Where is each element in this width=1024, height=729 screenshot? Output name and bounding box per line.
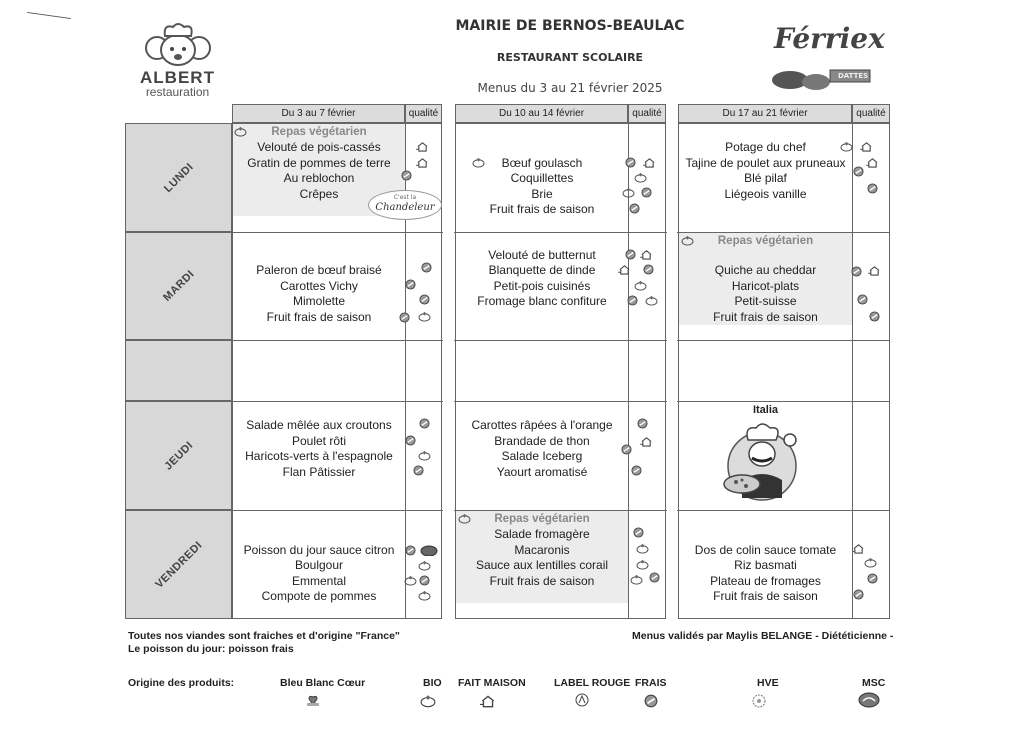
house-icon [416, 141, 429, 152]
w3-vendredi-dish-3: Plateau de fromages [710, 574, 821, 588]
w2-lundi-dish-4: Fruit frais de saison [489, 202, 595, 216]
msc-icon [858, 692, 880, 708]
frais-icon [632, 527, 645, 538]
footer-validated: Menus validés par Maylis BELANGE - Diététicienne - [632, 630, 894, 642]
frais-icon [420, 262, 433, 273]
frais-icon [624, 157, 637, 168]
veg-icon [681, 235, 694, 246]
w2-lundi-dish-3: Brie [531, 187, 553, 201]
house-icon [866, 157, 879, 168]
msc-icon [420, 545, 438, 556]
w3-lundi-dish-4: Liégeois vanille [724, 187, 807, 201]
w1-vendredi-dish-3: Emmental [291, 574, 347, 588]
bleu-blanc-coeur-icon [306, 694, 322, 708]
w3-vendredi-dish-1: Dos de colin sauce tomate [694, 543, 837, 557]
w2-jeudi-dish-2: Brandade de thon [494, 434, 590, 448]
w2-jeudi-dish-3: Salade Iceberg [501, 449, 583, 463]
gutter-2 [667, 200, 677, 620]
w1-jeudi-dish-1: Salade mêlée aux croutons [246, 418, 392, 432]
house-icon [480, 694, 496, 708]
house-icon [643, 157, 656, 168]
day-lundi [125, 123, 232, 232]
frais-icon [624, 249, 637, 260]
hve-icon [752, 694, 766, 708]
frais-icon [648, 572, 661, 583]
day-label-lundi: LUNDI [161, 160, 196, 195]
w3-vendredi-dish-2: Riz basmati [734, 558, 797, 572]
legend-bbc: Bleu Blanc Cœur [280, 677, 366, 689]
restaurant-title: RESTAURANT SCOLAIRE [496, 51, 644, 64]
mairie-title: MAIRIE DE BERNOS-BEAULAC [455, 18, 685, 34]
w1-vendredi-dish-1: Poisson du jour sauce citron [243, 543, 395, 557]
w1-lundi-dish-1: Velouté de pois-cassés [257, 140, 381, 154]
w2-mardi-dish-2: Blanquette de dinde [488, 263, 596, 277]
bear-chef-icon [143, 22, 213, 66]
row-sep-4 [232, 510, 890, 511]
frais-icon [636, 418, 649, 429]
frais-icon [868, 311, 881, 322]
w2-jeudi-dish-1: Carottes râpées à l'orange [471, 418, 613, 432]
house-icon [640, 436, 653, 447]
w3-lundi-dish-1: Potage du chef [725, 140, 806, 154]
bio-icon [630, 574, 643, 585]
week2-header: Du 10 au 14 février [455, 104, 628, 123]
bio-icon [404, 575, 417, 586]
bio-icon [636, 559, 649, 570]
legend-label-rouge: LABEL ROUGE [554, 677, 631, 689]
chandeleur-text: Chandeleur [375, 202, 435, 213]
w2-lundi-dish-2: Coquillettes [510, 171, 574, 185]
bio-icon [418, 311, 431, 322]
w2-vendredi-dish-1: Salade fromagère [494, 527, 590, 541]
w1-lundi-dish-4: Crêpes [299, 187, 339, 201]
w1-jeudi-dish-3: Haricots-verts à l'espagnole [245, 449, 393, 463]
bio-icon [420, 694, 436, 708]
day-label-vendredi: VENDREDI [152, 538, 205, 591]
chandeleur-small: C'est la [393, 194, 417, 201]
bio-icon [418, 560, 431, 571]
frais-icon [852, 589, 865, 600]
day-blank [125, 340, 232, 401]
w1-mardi-dish-4: Fruit frais de saison [266, 310, 372, 324]
w1-vendredi-dish-4: Compote de pommes [261, 589, 377, 603]
row-sep-1 [232, 232, 890, 233]
frais-icon [418, 294, 431, 305]
frais-icon [630, 465, 643, 476]
day-label-jeudi: JEUDI [161, 438, 196, 473]
frais-icon [398, 312, 411, 323]
bio-icon [645, 295, 658, 306]
bio-icon [634, 172, 647, 183]
week1-header: Du 3 au 7 février [232, 104, 405, 123]
label-rouge-icon [575, 693, 589, 707]
frais-icon [852, 166, 865, 177]
w2-vendredi-dish-3: Sauce aux lentilles corail [475, 558, 609, 572]
w3-mardi-dish-3: Petit-suisse [734, 294, 797, 308]
day-mardi [125, 232, 232, 340]
chandeleur-badge [368, 190, 442, 220]
bio-icon [472, 157, 485, 168]
w3-mardi-dish-1: Quiche au cheddar [714, 263, 817, 277]
frais-icon [404, 435, 417, 446]
frais-icon [628, 203, 641, 214]
frais-icon [626, 295, 639, 306]
albert-sub: restauration [145, 85, 210, 99]
w3-vendredi-dish-4: Fruit frais de saison [713, 589, 818, 603]
week3-header: Du 17 au 21 février [678, 104, 852, 123]
row-sep-3 [232, 401, 890, 402]
w1-mardi-dish-2: Carottes Vichy [280, 279, 358, 293]
w2-mardi-dish-1: Velouté de butternut [488, 248, 596, 262]
menu-dates: Menus du 3 au 21 février 2025 [477, 81, 663, 95]
legend-fait-maison: FAIT MAISON [458, 677, 526, 689]
w3-mardi-dish-4: Fruit frais de saison [713, 310, 818, 324]
albert-logo [135, 22, 220, 102]
frais-icon [866, 183, 879, 194]
house-icon [618, 264, 631, 275]
gutter-1 [443, 200, 454, 620]
frais-icon [640, 187, 653, 198]
w2-vendredi-dish-2: Macaronis [514, 543, 570, 557]
w2-jeudi-dish-4: Yaourt aromatisé [496, 465, 588, 479]
w1-jeudi-dish-2: Poulet rôti [291, 434, 347, 448]
italian-chef-icon [718, 418, 810, 504]
w1-lundi-dish-3: Au reblochon [283, 171, 355, 185]
frais-icon [644, 694, 658, 708]
ferriex-logo [768, 14, 886, 98]
w1-mardi-dish-1: Paleron de bœuf braisé [256, 263, 382, 277]
w1-lundi-veg: Repas végétarien [271, 126, 367, 138]
frais-icon [404, 545, 417, 556]
frais-icon [642, 264, 655, 275]
w3-jeudi-theme: Italia [752, 404, 779, 416]
day-jeudi [125, 401, 232, 510]
w1-lundi-dish-2: Gratin de pommes de terre [247, 156, 391, 170]
house-icon [416, 157, 429, 168]
row-sep-2 [232, 340, 890, 341]
footer-note-2: Le poisson du jour: poisson frais [128, 643, 294, 655]
w2-vendredi-veg: Repas végétarien [494, 513, 590, 525]
frais-icon [400, 170, 413, 181]
day-vendredi [125, 510, 232, 619]
frais-icon [856, 294, 869, 305]
house-icon [852, 543, 865, 554]
frais-icon [418, 418, 431, 429]
scan-mark [27, 12, 71, 19]
w3-lundi-dish-2: Tajine de poulet aux pruneaux [685, 156, 846, 170]
veg-icon [458, 513, 471, 524]
frais-icon [404, 279, 417, 290]
bio-icon [864, 557, 877, 568]
w2-vendredi-dish-4: Fruit frais de saison [489, 574, 595, 588]
legend-hve: HVE [757, 677, 779, 689]
w1-mardi-dish-3: Mimolette [292, 294, 345, 308]
frais-icon [418, 575, 431, 586]
frais-icon [412, 465, 425, 476]
house-icon [860, 141, 873, 152]
w2-lundi-dish-1: Bœuf goulasch [501, 156, 583, 170]
house-icon [868, 265, 881, 276]
week2-quality: qualité [628, 104, 666, 123]
label-rouge-icon [418, 590, 431, 601]
w1-jeudi-dish-4: Flan Pâtissier [282, 465, 356, 479]
veg-icon [234, 126, 247, 137]
legend-bio: BIO [423, 677, 442, 689]
w2-mardi-dish-3: Petit-pois cuisinés [493, 279, 591, 293]
w1-vendredi-dish-2: Boulgour [294, 558, 344, 572]
w3-mardi-dish-2: Haricot-plats [731, 279, 800, 293]
albert-name: ALBERT [140, 68, 215, 87]
w2-mardi-dish-4: Fromage blanc confiture [477, 294, 607, 308]
w3-mardi-veg: Repas végétarien [717, 235, 814, 247]
bio-icon [622, 187, 635, 198]
ferriex-name: Férriex [774, 22, 885, 55]
ferriex-tag: DATTES [838, 72, 869, 80]
legend-msc: MSC [862, 677, 886, 689]
bio-icon [636, 543, 649, 554]
week3-quality: qualité [852, 104, 890, 123]
footer-note-1: Toutes nos viandes sont fraiches et d'origine "France" [128, 630, 400, 642]
week1-quality: qualité [405, 104, 442, 123]
day-label-mardi: MARDI [160, 268, 197, 304]
frais-icon [620, 444, 633, 455]
bio-icon [634, 280, 647, 291]
origin-label: Origine des produits: [128, 677, 235, 689]
frais-icon [850, 266, 863, 277]
house-icon [640, 249, 653, 260]
bio-icon [418, 450, 431, 461]
legend-frais: FRAIS [635, 677, 667, 689]
frais-icon [866, 573, 879, 584]
bio-icon [840, 141, 853, 152]
w3-lundi-dish-3: Blé pilaf [744, 171, 787, 185]
